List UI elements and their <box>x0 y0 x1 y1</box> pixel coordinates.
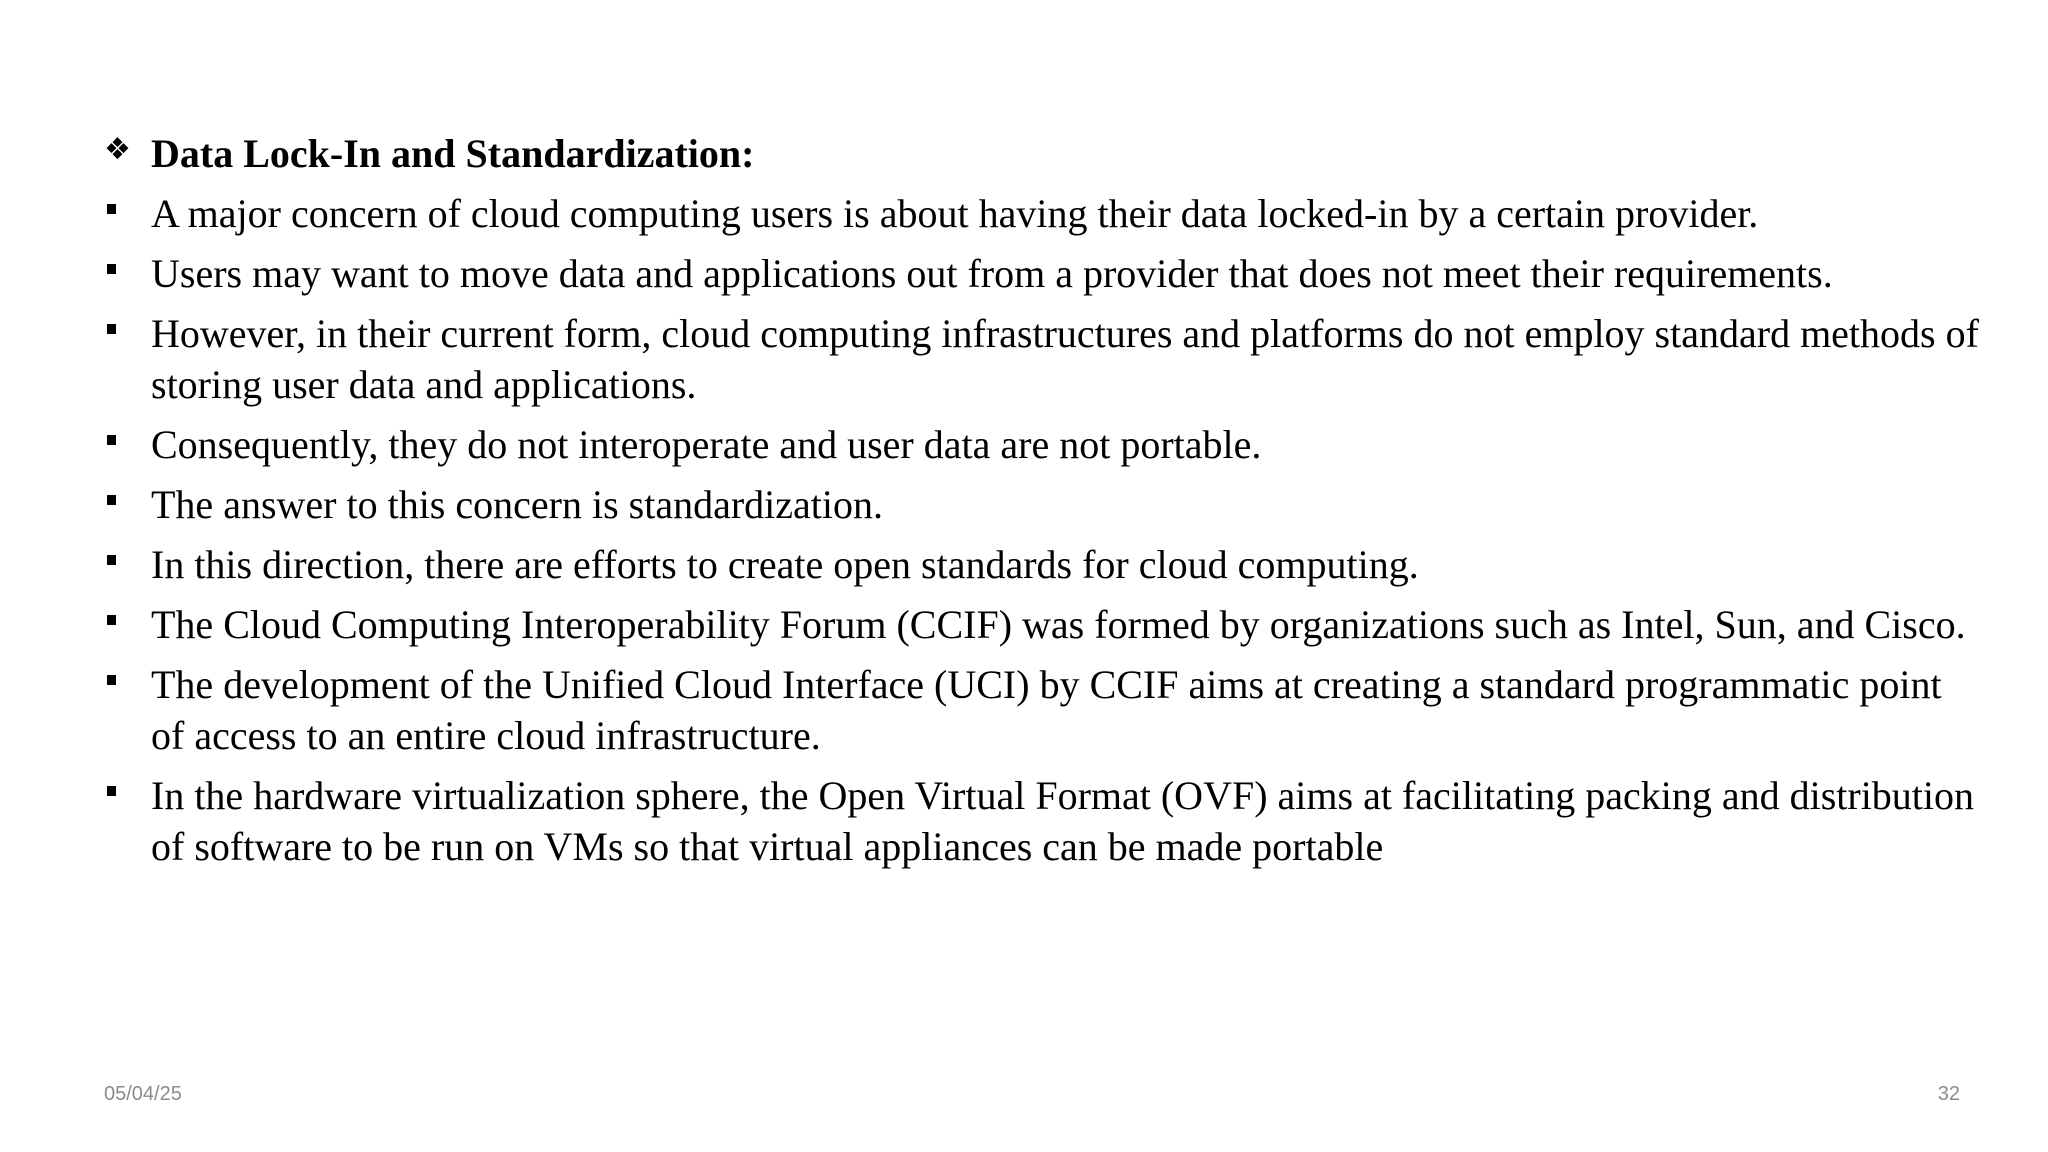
list-item <box>104 599 1984 650</box>
diamond-bullet-icon: ❖ <box>104 132 131 167</box>
bullet-text: Consequently, they do not interoperate and user data are not portable. <box>151 422 1262 467</box>
list-item <box>104 659 1984 761</box>
page-number: 32 <box>1937 1083 1960 1105</box>
slide-content <box>104 128 1984 881</box>
square-bullet-icon <box>104 248 151 299</box>
list-item <box>104 248 1984 299</box>
bullet-text: In this direction, there are efforts to create open standards for cloud computing. <box>151 542 1419 587</box>
heading-text: Data Lock-In and Standardization: <box>151 131 755 176</box>
footer-date: 05/04/25 <box>104 1083 182 1105</box>
list-item <box>104 770 1984 872</box>
square-bullet-icon <box>104 419 151 470</box>
square-bullet-icon <box>104 770 151 821</box>
bullet-text: The development of the Unified Cloud Interface (UCI) by CCIF aims at creating a standard programmatic point of access to an entire cloud infrastructure. <box>151 662 1942 758</box>
list-item <box>104 188 1984 239</box>
bullet-text: The Cloud Computing Interoperability Forum (CCIF) was formed by organizations such as Intel, Sun, and Cisco. <box>151 602 1966 647</box>
square-bullet-icon <box>104 539 151 590</box>
bullet-text: Users may want to move data and applications out from a provider that does not meet their requirements. <box>151 251 1833 296</box>
square-bullet-icon <box>104 659 151 710</box>
list-item <box>104 419 1984 470</box>
slide-heading <box>104 128 1984 180</box>
bullet-text: A major concern of cloud computing users is about having their data locked-in by a certain provider. <box>151 191 1759 236</box>
square-bullet-icon <box>104 188 151 239</box>
list-item <box>104 539 1984 590</box>
bullet-text: However, in their current form, cloud computing infrastructures and platforms do not employ standard methods of storing user data and applications. <box>151 311 1979 407</box>
list-item <box>104 308 1984 410</box>
bullet-text: In the hardware virtualization sphere, the Open Virtual Format (OVF) aims at facilitating packing and distribution of software to be run on VMs so that virtual appliances can be made portable <box>151 773 1975 869</box>
square-bullet-icon <box>104 479 151 530</box>
bullet-list <box>104 188 1984 872</box>
bullet-text: The answer to this concern is standardization. <box>151 482 883 527</box>
square-bullet-icon <box>104 308 151 359</box>
square-bullet-icon <box>104 599 151 650</box>
list-item <box>104 479 1984 530</box>
